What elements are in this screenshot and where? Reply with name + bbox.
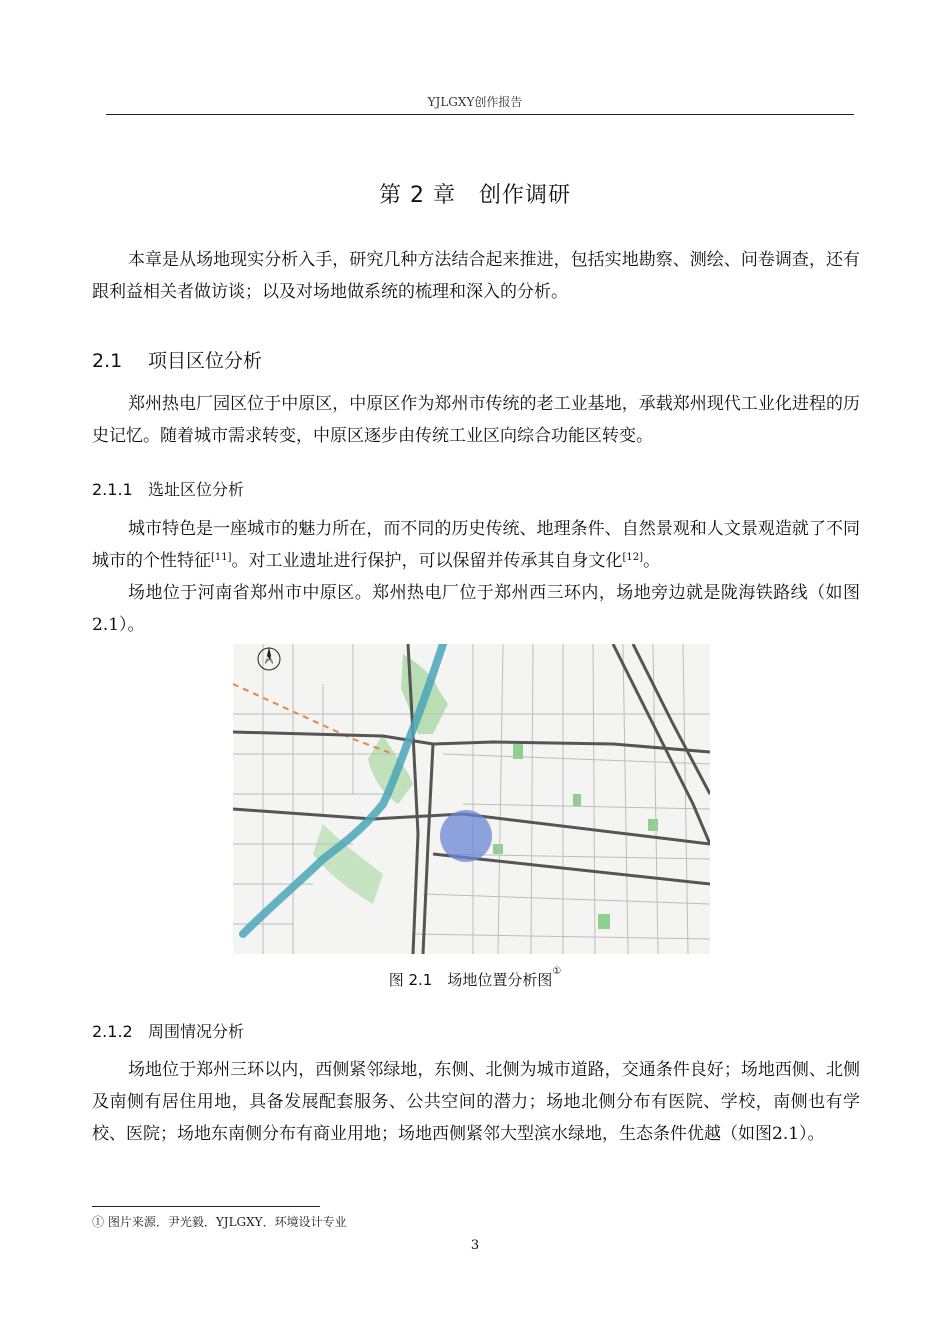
green-area	[648, 819, 658, 831]
figure-caption	[0, 966, 950, 990]
section-number: 2.1.1	[92, 480, 133, 499]
site-marker	[440, 810, 492, 862]
section-number: 2.1.2	[92, 1022, 133, 1041]
caption-footnote-marker: ①	[552, 966, 562, 977]
section-number: 2.1	[92, 350, 123, 372]
header-rule	[106, 114, 854, 115]
section-title: 周围情况分析	[148, 1022, 245, 1041]
footnote-text: 图片来源．尹光毅．YJLGXY．环境设计专业	[107, 1215, 347, 1229]
site-location-map	[233, 644, 710, 954]
green-area	[573, 794, 581, 806]
section-2-1-1-paragraph-1	[92, 513, 860, 577]
footnote-marker: ①	[92, 1215, 105, 1229]
intro-paragraph: 本章是从场地现实分析入手，研究几种方法结合起来推进，包括实地勘察、测绘、问卷调查，还有跟利益相关者做访谈；以及对场地做系统的梳理和深入的分析。	[92, 250, 860, 302]
section-heading-2-1-2	[92, 1019, 244, 1042]
citation-ref: [12]	[622, 552, 644, 563]
section-heading-2-1-1	[92, 477, 244, 500]
map-drawing	[233, 644, 710, 954]
running-header: YJLGXY创作报告	[427, 95, 523, 109]
section-title: 项目区位分析	[148, 350, 263, 372]
section-2-1-paragraph: 郑州热电厂园区位于中原区，中原区作为郑州市传统的老工业基地，承载郑州现代工业化进程的历史记忆。随着城市需求转变，中原区逐步由传统工业区向综合功能区转变。	[92, 394, 860, 446]
footnote	[92, 1213, 347, 1230]
north-label: N	[265, 656, 273, 666]
section-heading-2-1	[92, 346, 262, 373]
green-area	[598, 914, 610, 929]
green-area	[493, 844, 503, 854]
citation-ref: [11]	[211, 552, 232, 563]
paragraph-text: 城市特色是一座城市的魅力所在，而不同的历史传统、地理条件、自然景观和人文景观造就了不同城市的个性特征	[92, 519, 860, 571]
chapter-title: 第 2 章 创作调研	[379, 183, 571, 208]
map-background	[233, 644, 710, 954]
section-2-1-1-paragraph-2: 场地位于河南省郑州市中原区。郑州热电厂位于郑州西三环内，场地旁边就是陇海铁路线（如图2.1）。	[92, 583, 860, 635]
paragraph-text: 。对工业遗址进行保护，可以保留并传承其自身文化	[231, 551, 623, 571]
footnote-rule	[92, 1206, 320, 1207]
page-number: 3	[470, 1238, 480, 1253]
section-2-1-2-paragraph: 场地位于郑州三环以内，西侧紧邻绿地，东侧、北侧为城市道路，交通条件良好；场地西侧、北侧及南侧有居住用地，具备发展配套服务、公共空间的潜力；场地北侧分布有医院、学校，南侧也有学校、医院；场地东南侧分布有商业用地；场地西侧紧邻大型滨水绿地，生态条件优越（如图2.1）。	[92, 1060, 860, 1144]
caption-text: 图 2.1 场地位置分析图	[388, 971, 553, 989]
section-title: 选址区位分析	[148, 480, 245, 499]
paragraph-text: 。	[643, 551, 661, 571]
